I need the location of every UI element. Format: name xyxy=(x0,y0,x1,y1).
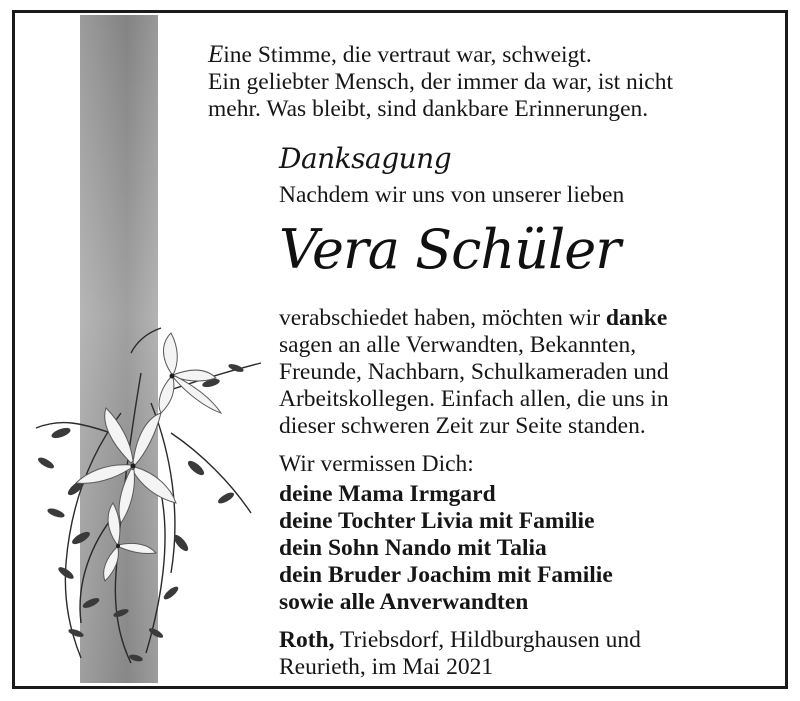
closing-line-2: Reurieth, im Mai 2021 xyxy=(279,654,494,680)
lily-blossoms xyxy=(76,333,221,581)
family-member: deine Mama Irmgard xyxy=(279,481,496,507)
miss-heading: Wir vermissen Dich: xyxy=(279,451,474,477)
family-member: dein Sohn Nando mit Talia xyxy=(279,535,547,561)
lily-bouquet-illustration xyxy=(21,313,281,673)
thanks-paragraph xyxy=(279,305,669,440)
deceased-name: Vera Schüler xyxy=(279,218,621,281)
obituary-notice xyxy=(12,10,788,689)
closing-place-date xyxy=(279,627,641,681)
heading-danksagung: Danksagung xyxy=(279,142,452,175)
closing-line-1-text: Triebsdorf, Hildburghausen und xyxy=(334,627,641,653)
intro-line-3: mehr. Was bleibt, sind dankbare Erinnerungen. xyxy=(208,96,649,122)
intro-verse xyxy=(208,41,673,123)
body-line-1-text: verabschiedet haben, möchten wir xyxy=(279,305,606,331)
body-line-2: sagen an alle Verwandten, Bekannten, xyxy=(279,332,637,358)
body-line-4: Arbeitskollegen. Einfach allen, die uns in xyxy=(279,386,669,412)
body-line-3: Freunde, Nachbarn, Schulkameraden und xyxy=(279,359,669,385)
lead-line: Nachdem wir uns von unserer lieben xyxy=(279,182,625,208)
family-member: dein Bruder Joachim mit Familie xyxy=(279,562,613,588)
body-line-5: dieser schweren Zeit zur Seite standen. xyxy=(279,413,646,439)
family-list xyxy=(279,481,613,616)
family-member: sowie alle Anverwandten xyxy=(279,589,529,615)
closing-line-1 xyxy=(279,627,641,654)
intro-dropcap: E xyxy=(208,41,224,68)
family-member: deine Tochter Livia mit Familie xyxy=(279,508,595,534)
closing-place-bold: Roth, xyxy=(279,627,335,653)
intro-line-1 xyxy=(208,41,673,69)
intro-line-2: Ein geliebter Mensch, der immer da war, ist nicht xyxy=(208,69,673,95)
body-line-1-bold: danke xyxy=(605,305,668,331)
intro-line-1-text: ine Stimme, die vertraut war, schweigt. xyxy=(223,42,592,68)
body-line-1 xyxy=(279,305,669,332)
